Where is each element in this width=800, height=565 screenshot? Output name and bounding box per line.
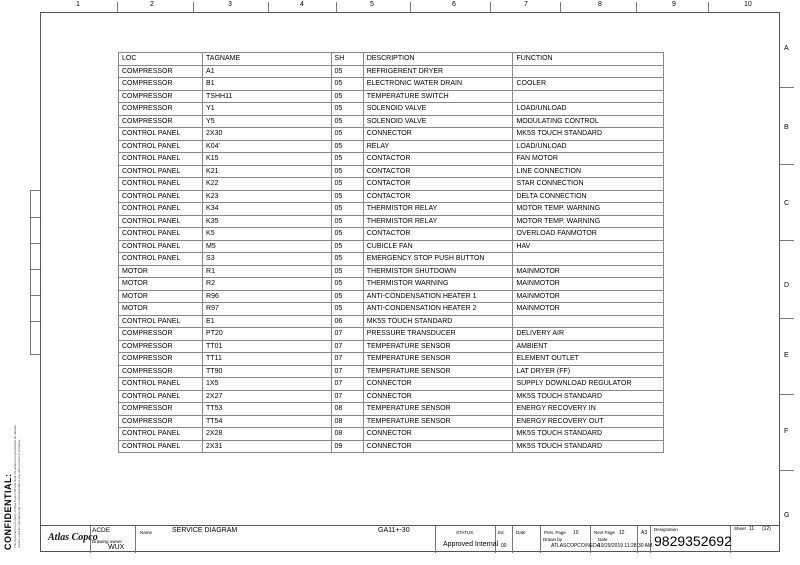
header-cell: LOC xyxy=(119,53,203,66)
loc-cell: CONTROL PANEL xyxy=(119,153,203,166)
title-divider xyxy=(495,526,496,553)
table-row xyxy=(119,153,664,166)
header-cell: SH xyxy=(331,53,363,66)
function-cell xyxy=(513,90,664,103)
tagname-cell: 2X27 xyxy=(203,390,332,403)
column-tick xyxy=(708,2,709,12)
column-tick xyxy=(268,2,269,12)
function-cell xyxy=(513,315,664,328)
description-cell: TEMPERATURE SENSOR xyxy=(363,365,513,378)
next-page: 12 xyxy=(619,530,625,536)
table-header-row xyxy=(119,53,664,66)
column-number: 1 xyxy=(76,1,80,8)
sheet-cell: 07 xyxy=(331,365,363,378)
tagname-cell: K35 xyxy=(203,215,332,228)
table-row xyxy=(119,353,664,366)
tagname-cell: TT11 xyxy=(203,353,332,366)
column-number: 10 xyxy=(744,1,752,8)
sheet-cell: 05 xyxy=(331,203,363,216)
loc-cell: COMPRESSOR xyxy=(119,353,203,366)
description-cell: CONNECTOR xyxy=(363,428,513,441)
drawn-date: 10/29/2019 11:28:30 AM xyxy=(598,543,653,549)
loc-cell: CONTROL PANEL xyxy=(119,228,203,241)
description-cell: ANTI-CONDENSATION HEATER 2 xyxy=(363,303,513,316)
table-row xyxy=(119,215,664,228)
loc-cell: CONTROL PANEL xyxy=(119,240,203,253)
sheet-cell: 05 xyxy=(331,278,363,291)
description-cell: PRESSURE TRANSDUCER xyxy=(363,328,513,341)
drawn-by: ATLASCOPCO\NEDA xyxy=(551,543,601,549)
table-row xyxy=(119,90,664,103)
function-cell: MOTOR TEMP. WARNING xyxy=(513,203,664,216)
name-label: Name xyxy=(140,530,153,535)
sheet-label: Sheet xyxy=(734,526,746,531)
loc-cell: CONTROL PANEL xyxy=(119,378,203,391)
sheet-cell: 05 xyxy=(331,178,363,191)
function-cell: DELTA CONNECTION xyxy=(513,190,664,203)
sheet-cell: 08 xyxy=(331,415,363,428)
function-cell: MK5S TOUCH STANDARD xyxy=(513,428,664,441)
model: GA11+-30 xyxy=(378,527,410,534)
sheet-cell: 08 xyxy=(331,403,363,416)
description-cell: ELECTRONIC WATER DRAIN xyxy=(363,78,513,91)
description-cell: THERMISTOR WARNING xyxy=(363,278,513,291)
description-cell: CUBICLE FAN xyxy=(363,240,513,253)
loc-cell: CONTROL PANEL xyxy=(119,178,203,191)
column-tick xyxy=(336,2,337,12)
loc-cell: CONTROL PANEL xyxy=(119,203,203,216)
description-cell: TEMPERATURE SWITCH xyxy=(363,90,513,103)
atlas-copco-logo: Atlas Copco xyxy=(48,532,98,543)
table-row xyxy=(119,290,664,303)
description-cell: ANTI-CONDENSATION HEATER 1 xyxy=(363,290,513,303)
row-letter: G xyxy=(784,512,790,519)
column-tick xyxy=(193,2,194,12)
tagname-cell: 2X28 xyxy=(203,428,332,441)
table-row xyxy=(119,65,664,78)
sheet-cell: 05 xyxy=(331,228,363,241)
binding-divider xyxy=(31,321,41,322)
description-cell: THERMISTOR RELAY xyxy=(363,215,513,228)
tagname-cell: R96 xyxy=(203,290,332,303)
tagname-cell: TT54 xyxy=(203,415,332,428)
drawing-owner: WUX xyxy=(108,544,125,551)
sheet-cell: 05 xyxy=(331,65,363,78)
column-tick xyxy=(490,2,491,12)
column-number: 3 xyxy=(228,1,232,8)
binding-frame xyxy=(30,190,40,355)
tagname-cell: 2X30 xyxy=(203,128,332,141)
loc-cell: CONTROL PANEL xyxy=(119,390,203,403)
sheet-cell: 05 xyxy=(331,78,363,91)
date-label: Date xyxy=(516,530,526,535)
table-row xyxy=(119,440,664,453)
description-cell: RELAY xyxy=(363,140,513,153)
table-row xyxy=(119,315,664,328)
tagname-cell: Y5 xyxy=(203,115,332,128)
loc-cell: CONTROL PANEL xyxy=(119,140,203,153)
edition-label: Ed. xyxy=(498,530,505,535)
tagname-cell: TT01 xyxy=(203,340,332,353)
function-cell: LINE CONNECTION xyxy=(513,165,664,178)
loc-cell: CONTROL PANEL xyxy=(119,315,203,328)
sheet-cell: 07 xyxy=(331,353,363,366)
description-cell: SOLENOID VALVE xyxy=(363,115,513,128)
sheet-cell: 05 xyxy=(331,115,363,128)
column-number: 6 xyxy=(452,1,456,8)
tagname-cell: K22 xyxy=(203,178,332,191)
tagname-cell: K23 xyxy=(203,190,332,203)
description-cell: MK5S TOUCH STANDARD xyxy=(363,315,513,328)
designation-label: Designation xyxy=(654,527,678,532)
header-cell: DESCRIPTION xyxy=(363,53,513,66)
function-cell: OVERLOAD FANMOTOR xyxy=(513,228,664,241)
table-row xyxy=(119,190,664,203)
tagname-cell: R97 xyxy=(203,303,332,316)
loc-cell: CONTROL PANEL xyxy=(119,190,203,203)
function-cell: MAINMOTOR xyxy=(513,303,664,316)
function-cell: STAR CONNECTION xyxy=(513,178,664,191)
edition: 00 xyxy=(501,543,507,549)
function-cell: MODULATING CONTROL xyxy=(513,115,664,128)
tagname-cell: PT20 xyxy=(203,328,332,341)
sheet-cell: 05 xyxy=(331,153,363,166)
row-letter: C xyxy=(784,200,790,207)
table-row xyxy=(119,78,664,91)
row-tick xyxy=(780,87,794,88)
function-cell xyxy=(513,253,664,266)
acde-label: ACDE xyxy=(92,527,111,534)
loc-cell: COMPRESSOR xyxy=(119,90,203,103)
loc-cell: COMPRESSOR xyxy=(119,65,203,78)
table-row xyxy=(119,165,664,178)
function-cell: MK5S TOUCH STANDARD xyxy=(513,390,664,403)
parts-table xyxy=(118,52,664,453)
sheet-cell: 05 xyxy=(331,240,363,253)
table-row xyxy=(119,128,664,141)
date2-label: Date xyxy=(598,537,608,542)
table-row xyxy=(119,278,664,291)
drawing-owner-label: Drawing owner xyxy=(92,539,123,544)
table-row xyxy=(119,390,664,403)
tagname-cell: Y1 xyxy=(203,103,332,116)
loc-cell: CONTROL PANEL xyxy=(119,128,203,141)
loc-cell: COMPRESSOR xyxy=(119,328,203,341)
tagname-cell: K21 xyxy=(203,165,332,178)
row-tick xyxy=(780,164,794,165)
tagname-cell: A1 xyxy=(203,65,332,78)
column-number: 5 xyxy=(370,1,374,8)
tagname-cell: 2X31 xyxy=(203,440,332,453)
loc-cell: CONTROL PANEL xyxy=(119,215,203,228)
function-cell: LAT DRYER (FF) xyxy=(513,365,664,378)
sheet-cell: 06 xyxy=(331,315,363,328)
column-number: 8 xyxy=(598,1,602,8)
row-letter: F xyxy=(784,428,789,435)
loc-cell: MOTOR xyxy=(119,278,203,291)
function-cell: MAINMOTOR xyxy=(513,278,664,291)
loc-cell: COMPRESSOR xyxy=(119,365,203,378)
function-cell: COOLER xyxy=(513,78,664,91)
loc-cell: CONTROL PANEL xyxy=(119,440,203,453)
column-ruler xyxy=(40,2,780,12)
function-cell: MAINMOTOR xyxy=(513,290,664,303)
table-row xyxy=(119,240,664,253)
description-cell: CONTACTOR xyxy=(363,165,513,178)
tagname-cell: S3 xyxy=(203,253,332,266)
table-row xyxy=(119,265,664,278)
sheet-cell: 05 xyxy=(331,140,363,153)
table-row xyxy=(119,203,664,216)
description-cell: CONNECTOR xyxy=(363,440,513,453)
header-cell: FUNCTION xyxy=(513,53,664,66)
header-cell: TAGNAME xyxy=(203,53,332,66)
description-cell: CONTACTOR xyxy=(363,190,513,203)
loc-cell: MOTOR xyxy=(119,290,203,303)
sheet-cell: 05 xyxy=(331,165,363,178)
drawing-name: SERVICE DIAGRAM xyxy=(172,527,238,534)
loc-cell: CONTROL PANEL xyxy=(119,428,203,441)
sheet-total: (12) xyxy=(762,526,771,532)
title-divider xyxy=(512,526,513,553)
column-number: 4 xyxy=(300,1,304,8)
description-cell: CONTACTOR xyxy=(363,153,513,166)
table-row xyxy=(119,178,664,191)
function-cell: MK5S TOUCH STANDARD xyxy=(513,440,664,453)
tagname-cell: K04' xyxy=(203,140,332,153)
loc-cell: COMPRESSOR xyxy=(119,115,203,128)
tagname-cell: E1 xyxy=(203,315,332,328)
status: Approved Internal xyxy=(443,541,499,548)
description-cell: EMERGENCY STOP PUSH BUTTON xyxy=(363,253,513,266)
function-cell: MK5S TOUCH STANDARD xyxy=(513,128,664,141)
tagname-cell: K34 xyxy=(203,203,332,216)
table-row xyxy=(119,415,664,428)
description-cell: SOLENOID VALVE xyxy=(363,103,513,116)
title-divider xyxy=(540,526,541,553)
table-row xyxy=(119,378,664,391)
tagname-cell: TSHH11 xyxy=(203,90,332,103)
row-tick xyxy=(780,240,794,241)
loc-cell: COMPRESSOR xyxy=(119,78,203,91)
table-row xyxy=(119,428,664,441)
sheet-number: 11 xyxy=(749,526,755,532)
column-number: 7 xyxy=(524,1,528,8)
loc-cell: MOTOR xyxy=(119,303,203,316)
sheet-format: A3 xyxy=(641,530,648,536)
description-cell: TEMPERATURE SENSOR xyxy=(363,415,513,428)
tagname-cell: B1 xyxy=(203,78,332,91)
loc-cell: COMPRESSOR xyxy=(119,415,203,428)
table-row xyxy=(119,303,664,316)
description-cell: THERMISTOR SHUTDOWN xyxy=(363,265,513,278)
function-cell: AMBIENT xyxy=(513,340,664,353)
designation-number: 9829352692 xyxy=(654,533,732,549)
column-number: 2 xyxy=(150,1,154,8)
sheet-cell: 08 xyxy=(331,428,363,441)
function-cell: ENERGY RECOVERY IN xyxy=(513,403,664,416)
tagname-cell: R1 xyxy=(203,265,332,278)
function-cell xyxy=(513,65,664,78)
description-cell: TEMPERATURE SENSOR xyxy=(363,403,513,416)
table-row xyxy=(119,403,664,416)
sheet-cell: 05 xyxy=(331,290,363,303)
description-cell: REFRIGERENT DRYER xyxy=(363,65,513,78)
function-cell: MOTOR TEMP. WARNING xyxy=(513,215,664,228)
row-tick xyxy=(780,318,794,319)
sheet-cell: 05 xyxy=(331,90,363,103)
loc-cell: COMPRESSOR xyxy=(119,340,203,353)
tagname-cell: R2 xyxy=(203,278,332,291)
description-cell: CONNECTOR xyxy=(363,378,513,391)
tagname-cell: M5 xyxy=(203,240,332,253)
tagname-cell: K15 xyxy=(203,153,332,166)
next-page-label: Next Page xyxy=(594,530,616,535)
title-divider xyxy=(135,526,136,553)
description-cell: CONNECTOR xyxy=(363,390,513,403)
row-letter: B xyxy=(784,124,789,131)
sheet-cell: 05 xyxy=(331,190,363,203)
sheet-cell: 05 xyxy=(331,303,363,316)
loc-cell: COMPRESSOR xyxy=(119,403,203,416)
loc-cell: CONTROL PANEL xyxy=(119,165,203,178)
confidential-label: CONFIDENTIAL: xyxy=(3,473,13,550)
table-row xyxy=(119,340,664,353)
function-cell: LOAD/UNLOAD xyxy=(513,103,664,116)
binding-divider xyxy=(31,269,41,270)
function-cell: LOAD/UNLOAD xyxy=(513,140,664,153)
sheet-cell: 07 xyxy=(331,378,363,391)
table-row xyxy=(119,253,664,266)
sheet-cell: 05 xyxy=(331,128,363,141)
sheet-cell: 05 xyxy=(331,215,363,228)
row-letter: E xyxy=(784,352,789,359)
loc-cell: CONTROL PANEL xyxy=(119,253,203,266)
sheet-cell: 05 xyxy=(331,265,363,278)
description-cell: CONNECTOR xyxy=(363,128,513,141)
row-tick xyxy=(780,394,794,395)
confidential-note: This document is property of Atlas Copco AB and shall not without our permission be altered, copied, used for manufacturing or communicated to any other person or company. xyxy=(13,424,21,548)
column-tick xyxy=(117,2,118,12)
column-tick xyxy=(410,2,411,12)
table-row xyxy=(119,328,664,341)
function-cell: FAN MOTOR xyxy=(513,153,664,166)
table-row xyxy=(119,140,664,153)
description-cell: TEMPERATURE SENSOR xyxy=(363,340,513,353)
row-letter: D xyxy=(784,282,790,289)
function-cell: HAV xyxy=(513,240,664,253)
sheet-cell: 07 xyxy=(331,328,363,341)
tagname-cell: K5 xyxy=(203,228,332,241)
sheet-cell: 07 xyxy=(331,340,363,353)
sheet-cell: 05 xyxy=(331,253,363,266)
loc-cell: COMPRESSOR xyxy=(119,103,203,116)
tagname-cell: TT53 xyxy=(203,403,332,416)
function-cell: ELEMENT OUTLET xyxy=(513,353,664,366)
binding-divider xyxy=(31,243,41,244)
column-tick xyxy=(636,2,637,12)
tagname-cell: 1X5 xyxy=(203,378,332,391)
status-label: STATUS xyxy=(456,530,474,535)
sheet-cell: 05 xyxy=(331,103,363,116)
description-cell: CONTACTOR xyxy=(363,178,513,191)
description-cell: TEMPERATURE SENSOR xyxy=(363,353,513,366)
binding-divider xyxy=(31,295,41,296)
table-row xyxy=(119,228,664,241)
row-tick xyxy=(780,470,794,471)
sheet-cell: 09 xyxy=(331,440,363,453)
table-row xyxy=(119,103,664,116)
loc-cell: MOTOR xyxy=(119,265,203,278)
binding-divider xyxy=(31,217,41,218)
function-cell: MAINMOTOR xyxy=(513,265,664,278)
row-letter: A xyxy=(784,45,789,52)
drawn-by-label: Drawn by xyxy=(543,537,563,542)
prev-page-label: Prev. Page xyxy=(544,530,566,535)
sheet-cell: 07 xyxy=(331,390,363,403)
column-number: 9 xyxy=(672,1,676,8)
function-cell: DELIVERY AIR xyxy=(513,328,664,341)
table-row xyxy=(119,115,664,128)
prev-page: 10 xyxy=(573,530,579,536)
function-cell: ENERGY RECOVERY OUT xyxy=(513,415,664,428)
description-cell: CONTACTOR xyxy=(363,228,513,241)
column-tick xyxy=(560,2,561,12)
tagname-cell: TT90 xyxy=(203,365,332,378)
function-cell: SUPPLY DOWNLOAD REGULATOR xyxy=(513,378,664,391)
description-cell: THERMISTOR RELAY xyxy=(363,203,513,216)
title-divider xyxy=(435,526,436,553)
table-row xyxy=(119,365,664,378)
row-ruler xyxy=(780,12,794,552)
